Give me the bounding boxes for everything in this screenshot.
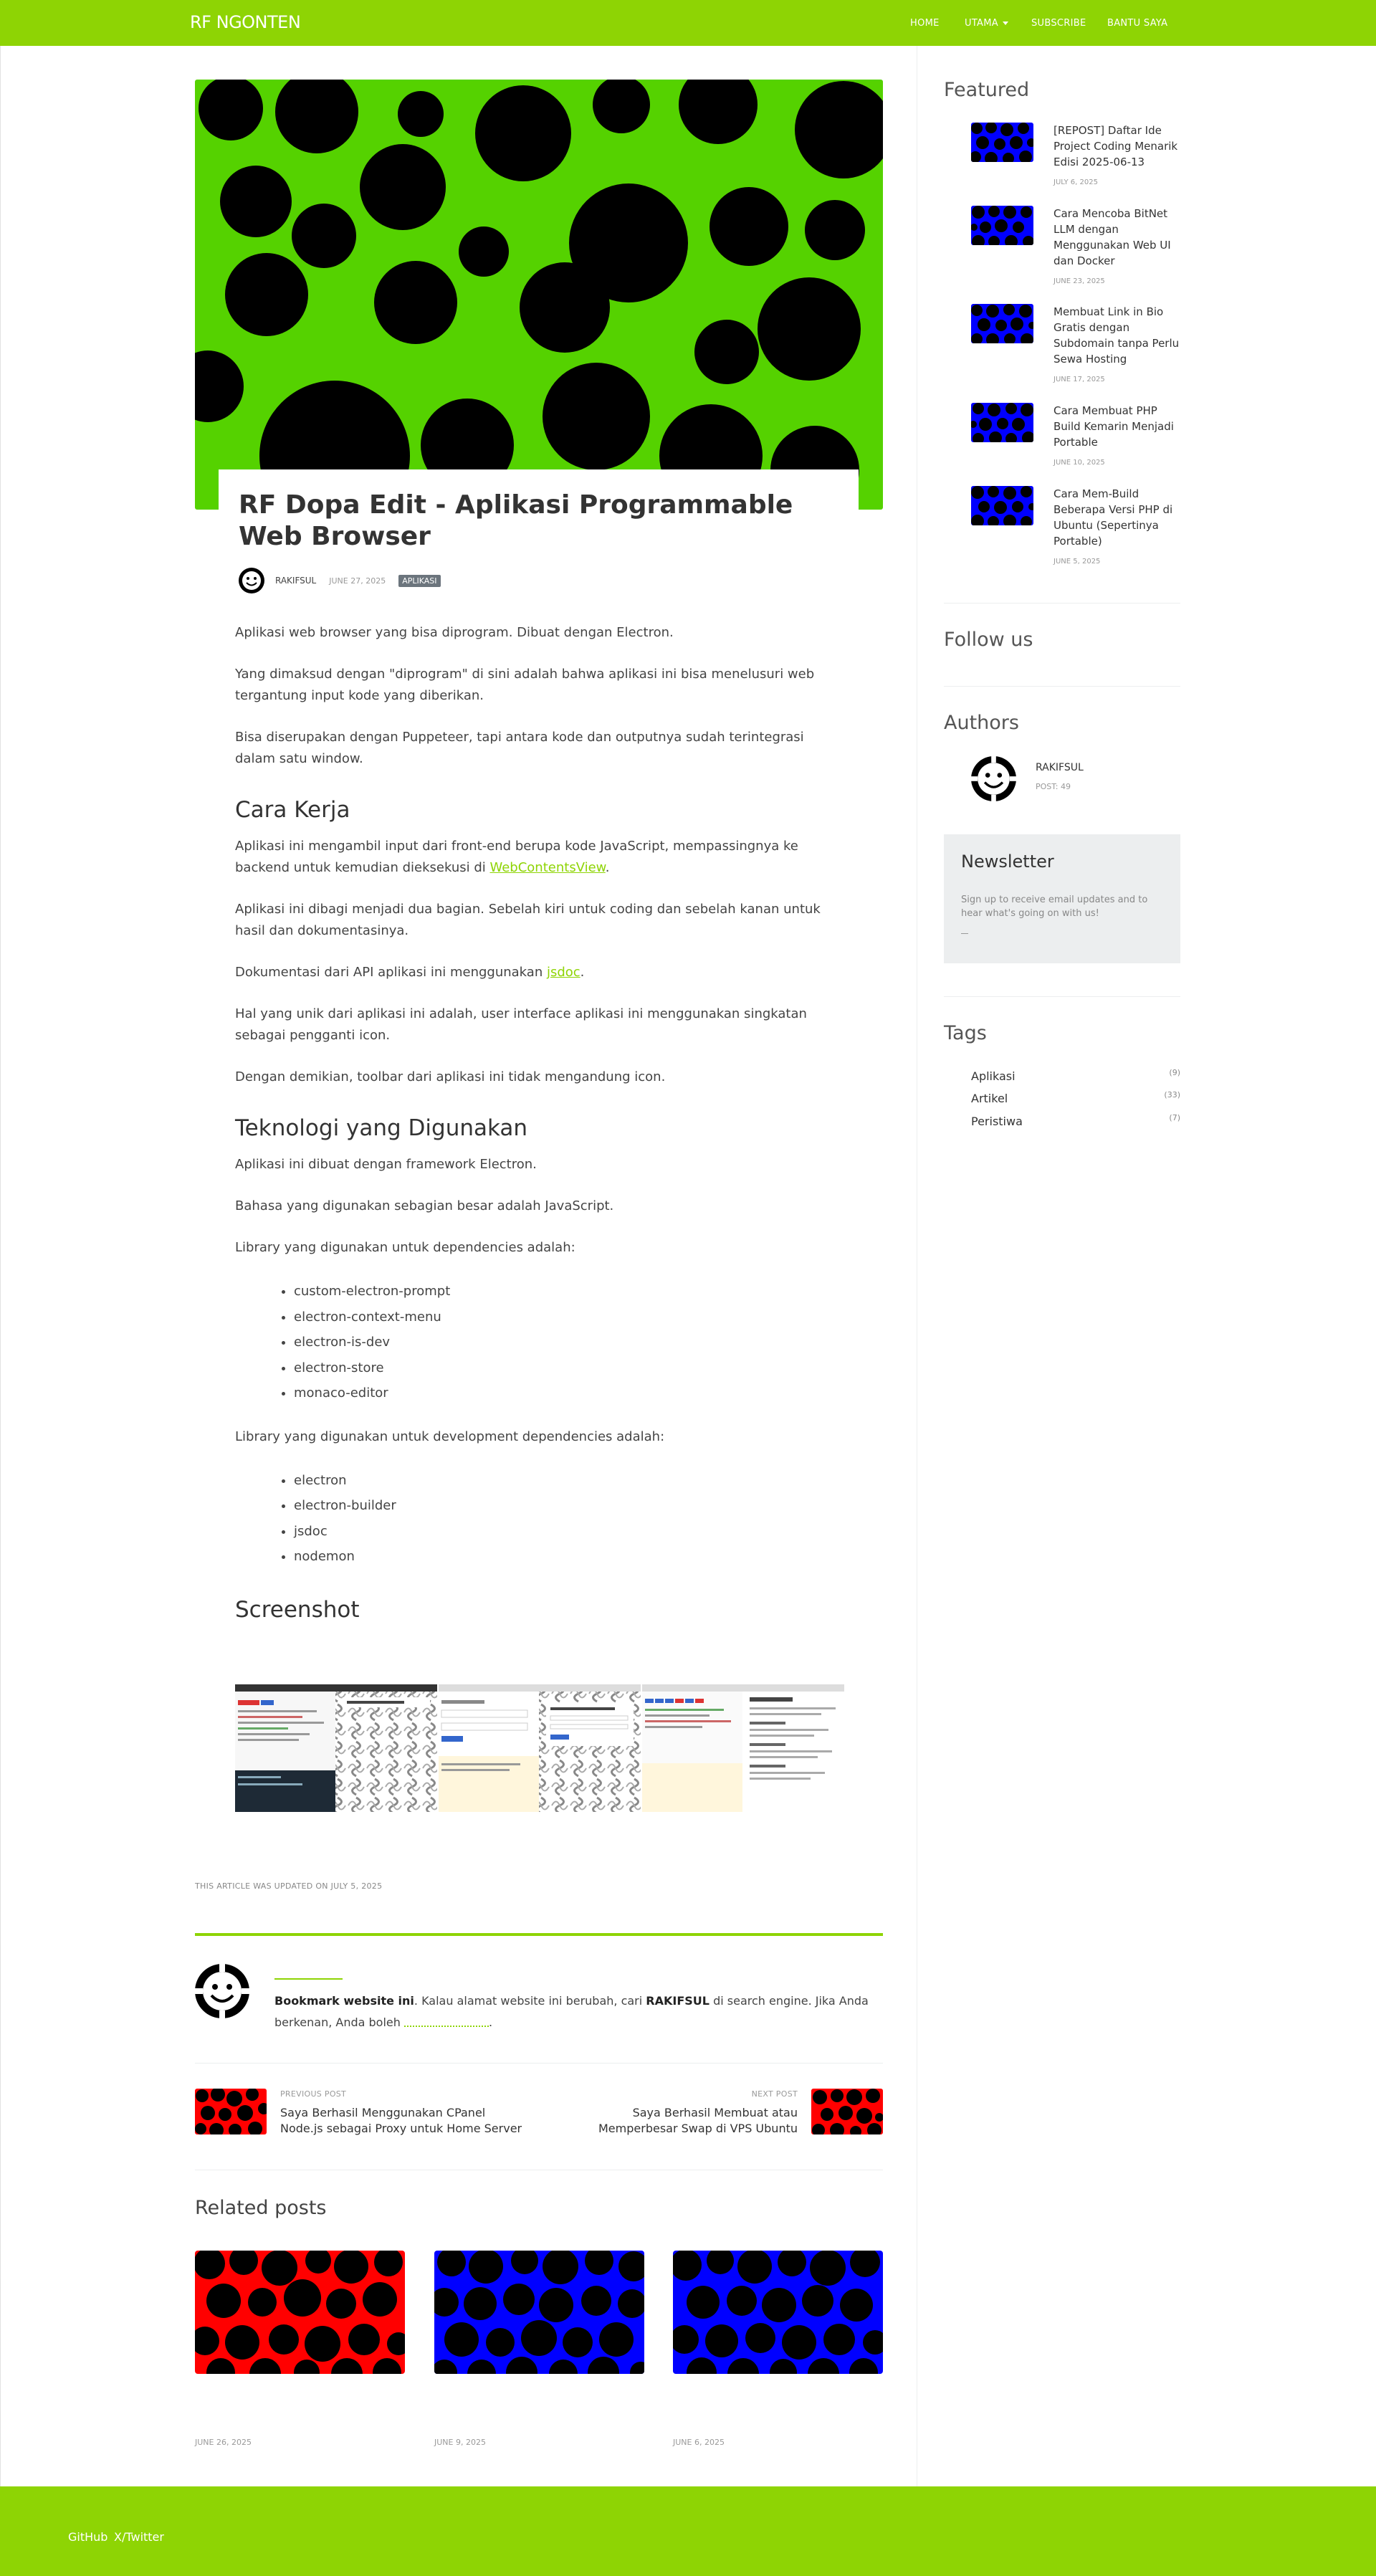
nav-bantu-saya[interactable]: BANTU SAYA	[1107, 18, 1168, 29]
featured-post-date: JUNE 5, 2025	[1054, 558, 1101, 566]
article-body	[235, 622, 844, 1636]
paragraph: Bahasa yang digunakan sebagian besar adalah JavaScript.	[235, 1198, 614, 1213]
heading-cara-kerja: Cara Kerja	[235, 797, 350, 823]
sidebar-author-name[interactable]: RAKIFSUL	[1036, 762, 1084, 773]
nav-home[interactable]: HOME	[910, 18, 940, 29]
author-box-text	[274, 1990, 884, 2033]
list-item: • custom-electron-prompt	[294, 1279, 844, 1304]
list-item: • electron-context-menu	[294, 1304, 844, 1330]
paragraph-text: .	[605, 860, 610, 875]
author-box-avatar[interactable]	[195, 1964, 249, 2018]
text: di search engine. Jika Anda berkenan, Anda boleh	[274, 1994, 869, 2029]
list-item: • electron-is-dev	[294, 1330, 844, 1355]
paragraph: Aplikasi ini dibuat dengan framework Electron.	[235, 1157, 537, 1172]
featured-post-date: JUNE 17, 2025	[1054, 376, 1105, 383]
category-badge[interactable]: APLIKASI	[398, 575, 440, 587]
list-item: • electron-store	[294, 1355, 844, 1381]
featured-post-title[interactable]: Cara Mem-Build Beberapa Versi PHP di Ubuntu (Sepertinya Portable)	[1054, 487, 1173, 548]
newsletter-title: Newsletter	[961, 851, 1054, 872]
post-meta	[239, 568, 441, 593]
next-post-title[interactable]: Saya Berhasil Membuat atau Memperbesar Swap di VPS Ubuntu	[598, 2106, 798, 2135]
prev-post-title[interactable]: Saya Berhasil Menggunakan CPanel Node.js sebagai Proxy untuk Home Server	[280, 2106, 522, 2135]
screenshot-thumbnail[interactable]	[439, 1684, 641, 1812]
prev-post-label: PREVIOUS POST	[280, 2089, 347, 2099]
intro-paragraph: Yang dimaksud dengan "diprogram" di sini adalah bahwa aplikasi ini bisa menelusuri web tergantung input kode yang diberikan.	[235, 667, 815, 703]
tag-link[interactable]: Aplikasi	[971, 1069, 1016, 1083]
next-post-label: NEXT POST	[751, 2089, 798, 2099]
updated-notice: THIS ARTICLE WAS UPDATED ON JULY 5, 2025	[195, 1881, 383, 1891]
paragraph: Hal yang unik dari aplikasi ini adalah, user interface aplikasi ini menggunakan singkatan sebagai pengganti icon.	[235, 1006, 807, 1043]
top-navbar	[0, 0, 1376, 46]
featured-thumbnail[interactable]	[971, 486, 1033, 525]
featured-post-title[interactable]: Cara Mencoba BitNet LLM dengan Menggunakan Web UI dan Docker	[1054, 207, 1171, 267]
related-post-card[interactable]	[195, 2251, 405, 2374]
paragraph	[235, 962, 844, 983]
bold-text: RAKIFSUL	[646, 1994, 710, 2008]
next-post-thumbnail[interactable]	[811, 2089, 883, 2134]
sidebar-author-post-count: POST: 49	[1036, 782, 1071, 791]
paragraph-text: Aplikasi ini mengambil input dari front-end berupa kode JavaScript, mempassingnya ke backend untuk kemudian dieksekusi di	[235, 839, 798, 875]
featured-post-title[interactable]: [REPOST] Daftar Ide Project Coding Menarik Edisi 2025-06-13	[1054, 124, 1178, 168]
nav-utama-label: UTAMA	[965, 18, 998, 29]
divider	[195, 2063, 883, 2064]
featured-post-title[interactable]: Membuat Link in Bio Gratis dengan Subdomain tanpa Perlu Sewa Hosting	[1054, 305, 1180, 366]
screenshot-thumbnail[interactable]	[642, 1684, 844, 1812]
author-link-underline	[274, 1978, 343, 1980]
follow-us-heading: Follow us	[944, 629, 1033, 651]
dev-dependencies-list	[294, 1468, 844, 1570]
paragraph-text: Dokumentasi dari API aplikasi ini menggunakan	[235, 965, 547, 980]
post-title: RF Dopa Edit - Aplikasi Programmable Web Browser	[239, 490, 793, 551]
featured-thumbnail[interactable]	[971, 206, 1033, 245]
heading-teknologi: Teknologi yang Digunakan	[235, 1115, 528, 1141]
featured-thumbnail[interactable]	[971, 403, 1033, 442]
list-item: • monaco-editor	[294, 1380, 844, 1406]
intro-paragraph: Aplikasi web browser yang bisa diprogram. Dibuat dengan Electron.	[235, 625, 674, 640]
footer	[0, 2486, 1376, 2576]
list-item: • electron-builder	[294, 1493, 844, 1519]
prev-post-thumbnail[interactable]	[195, 2089, 267, 2134]
hero-image	[195, 80, 883, 510]
sidebar-divider	[944, 603, 1180, 604]
newsletter-box	[944, 834, 1180, 963]
tag-count: (33)	[1164, 1090, 1180, 1099]
related-posts-heading: Related posts	[195, 2197, 327, 2219]
authors-heading: Authors	[944, 712, 1019, 734]
related-post-card[interactable]	[673, 2251, 883, 2374]
meta-date: JUNE 27, 2025	[329, 576, 386, 586]
bold-text: Bookmark website ini	[274, 1994, 414, 2008]
tag-count: (9)	[1169, 1068, 1180, 1077]
dependencies-list	[294, 1279, 844, 1406]
page-left-border	[0, 46, 1, 2486]
newsletter-dash	[961, 933, 968, 934]
related-post-date: JUNE 9, 2025	[434, 2438, 486, 2447]
footer-link-twitter[interactable]: X/Twitter	[114, 2530, 164, 2544]
tag-link[interactable]: Peristiwa	[971, 1115, 1023, 1128]
related-post-date: JUNE 6, 2025	[673, 2438, 725, 2447]
newsletter-text: Sign up to receive email updates and to hear what's going on with us!	[961, 895, 1148, 919]
featured-thumbnail[interactable]	[971, 304, 1033, 343]
related-post-card[interactable]	[434, 2251, 644, 2374]
screenshot-thumbnail[interactable]	[235, 1684, 437, 1812]
sidebar-divider	[944, 996, 1180, 997]
support-link[interactable]	[404, 2020, 489, 2027]
featured-post-date: JUNE 10, 2025	[1054, 459, 1105, 467]
featured-post-date: JULY 6, 2025	[1054, 178, 1098, 186]
tags-heading: Tags	[944, 1022, 987, 1044]
paragraph: Aplikasi ini dibagi menjadi dua bagian. Sebelah kiri untuk coding dan sebelah kanan untuk hasil dan dokumentasinya.	[235, 902, 821, 938]
jsdoc-link[interactable]: jsdoc	[546, 965, 580, 980]
webcontentsview-link[interactable]: WebContentsView	[489, 860, 606, 875]
paragraph-text: .	[580, 965, 585, 980]
intro-paragraph: Bisa diserupakan dengan Puppeteer, tapi antara kode dan outputnya sudah terintegrasi dalam satu window.	[235, 730, 804, 766]
featured-heading: Featured	[944, 79, 1030, 101]
featured-post-title[interactable]: Cara Membuat PHP Build Kemarin Menjadi Portable	[1054, 404, 1174, 449]
tag-count: (7)	[1169, 1113, 1180, 1122]
sidebar-divider	[944, 686, 1180, 687]
text: . Kalau alamat website ini berubah, cari	[414, 1994, 646, 2008]
divider	[195, 1933, 883, 1936]
featured-thumbnail[interactable]	[971, 123, 1033, 162]
paragraph: Dengan demikian, toolbar dari aplikasi ini tidak mengandung icon.	[235, 1069, 666, 1084]
paragraph: Library yang digunakan untuk development dependencies adalah:	[235, 1428, 665, 1444]
heading-screenshot: Screenshot	[235, 1596, 360, 1623]
list-item: • nodemon	[294, 1544, 844, 1570]
related-post-date: JUNE 26, 2025	[195, 2438, 252, 2447]
featured-post-date: JUNE 23, 2025	[1054, 277, 1105, 285]
tag-link[interactable]: Artikel	[971, 1092, 1008, 1105]
caret-down-icon	[1003, 22, 1008, 25]
sidebar-author-avatar[interactable]	[971, 756, 1016, 801]
author-avatar[interactable]	[239, 568, 264, 593]
nav-subscribe[interactable]: SUBSCRIBE	[1031, 18, 1086, 29]
meta-author[interactable]: RAKIFSUL	[275, 576, 317, 586]
footer-link-github[interactable]: GitHub	[68, 2530, 108, 2544]
text: .	[488, 2016, 493, 2029]
paragraph	[235, 836, 844, 879]
paragraph: Library yang digunakan untuk dependencies adalah:	[235, 1240, 575, 1255]
site-brand[interactable]: RF NGONTEN	[190, 12, 301, 32]
screenshot-gallery	[235, 1684, 844, 1812]
list-item: • jsdoc	[294, 1519, 844, 1545]
list-item: • electron	[294, 1468, 844, 1494]
nav-utama[interactable]	[965, 18, 1008, 29]
